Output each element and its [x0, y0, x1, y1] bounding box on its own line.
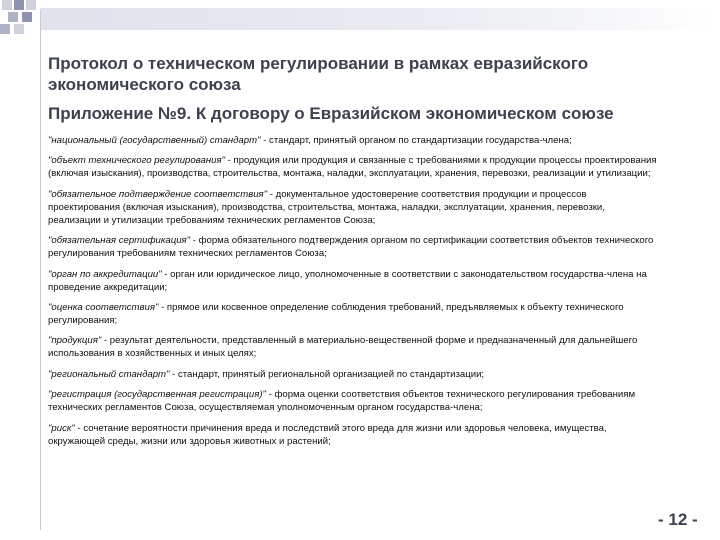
definition-item: [48, 188, 660, 227]
definition-item: [48, 268, 660, 294]
decor-square: [14, 0, 24, 10]
definition-term: "региональный стандарт": [48, 368, 170, 380]
vertical-rule: [40, 10, 41, 530]
definition-text: - сочетание вероятности причинения вреда и последствий этого вреда для жизни или здоровья человека, имущества, окружающей среды, жизни или здоровья животных и растений;: [48, 422, 607, 447]
page-subtitle: Приложение №9. К договору о Евразийском экономическом союзе: [48, 104, 614, 123]
definition-text: - стандарт, принятый региональной организацией по стандартизации;: [169, 368, 485, 380]
decor-square: [22, 12, 32, 22]
decor-square: [26, 0, 36, 10]
page-title: Протокол о техническом регулировании в рамках евразийского экономического союза: [48, 54, 589, 94]
definition-text: - результат деятельности, представленный в материально-вещественной форме и предназначенный для дальнейшего использования в хозяйственных и иных целях;: [48, 335, 638, 360]
header-decoration: [0, 0, 720, 45]
page-number: - 12 -: [658, 510, 698, 529]
definition-term: "регистрация (государственная регистрация)": [48, 389, 266, 401]
decor-square: [8, 12, 18, 22]
definition-text: - прямое или косвенное определение соблюдения требований, предъявляемых к объекту технического регулирования;: [48, 301, 624, 326]
decor-square: [14, 24, 24, 34]
definition-text: - орган или юридическое лицо, уполномоченные в соответствии с законодательством государства-члена на проведение аккредитации;: [48, 268, 647, 293]
definition-term: "орган по аккредитации": [48, 268, 162, 280]
header-band: [40, 8, 720, 30]
decor-square: [0, 24, 10, 34]
definition-text: - документальное удостоверение соответствия продукции и процессов проектирования (включая изыскания), производства, строительства, монтажа, наладки, эксплуатации, хранения, перевозки, реализации и утилизации требованиям технических регламентов Союза;: [48, 188, 605, 226]
definition-term: "объект технического регулирования": [48, 155, 225, 167]
definition-item: [48, 154, 660, 180]
definition-text: - стандарт, принятый органом по стандартизации государства-члена;: [260, 135, 572, 146]
definition-item: [48, 234, 660, 260]
definition-text: - продукция или продукция и связанные с требованиями к продукции процессы проектирования (включая изыскания), производства, строительства, монтажа, наладки, эксплуатации, хранения, перевозки, реализации и утилизации;: [48, 155, 657, 180]
definition-item: [48, 134, 660, 147]
definition-term: "оценка соответствия": [48, 301, 159, 313]
definitions-list: [48, 134, 660, 455]
definition-item: [48, 368, 660, 381]
definition-term: "продукция": [48, 335, 102, 347]
definition-text: - форма обязательного подтверждения органом по сертификации соответствия объектов технического регулирования требованиям технических регламентов Союза;: [48, 235, 654, 260]
definition-item: [48, 422, 660, 448]
definition-item: [48, 388, 660, 414]
definition-term: "обязательное подтверждение соответствия": [48, 188, 268, 200]
definition-text: - форма оценки соответствия объектов технического регулирования требованиям технических регламентов Союза, осуществляемая уполномоченным органом государства-члена;: [48, 389, 636, 414]
definition-item: [48, 334, 660, 360]
decor-square: [2, 0, 12, 10]
definition-item: [48, 301, 660, 327]
definition-term: "национальный (государственный) стандарт": [48, 135, 261, 146]
definition-term: "обязательная сертификация": [48, 235, 191, 247]
definition-term: "риск": [48, 422, 75, 434]
